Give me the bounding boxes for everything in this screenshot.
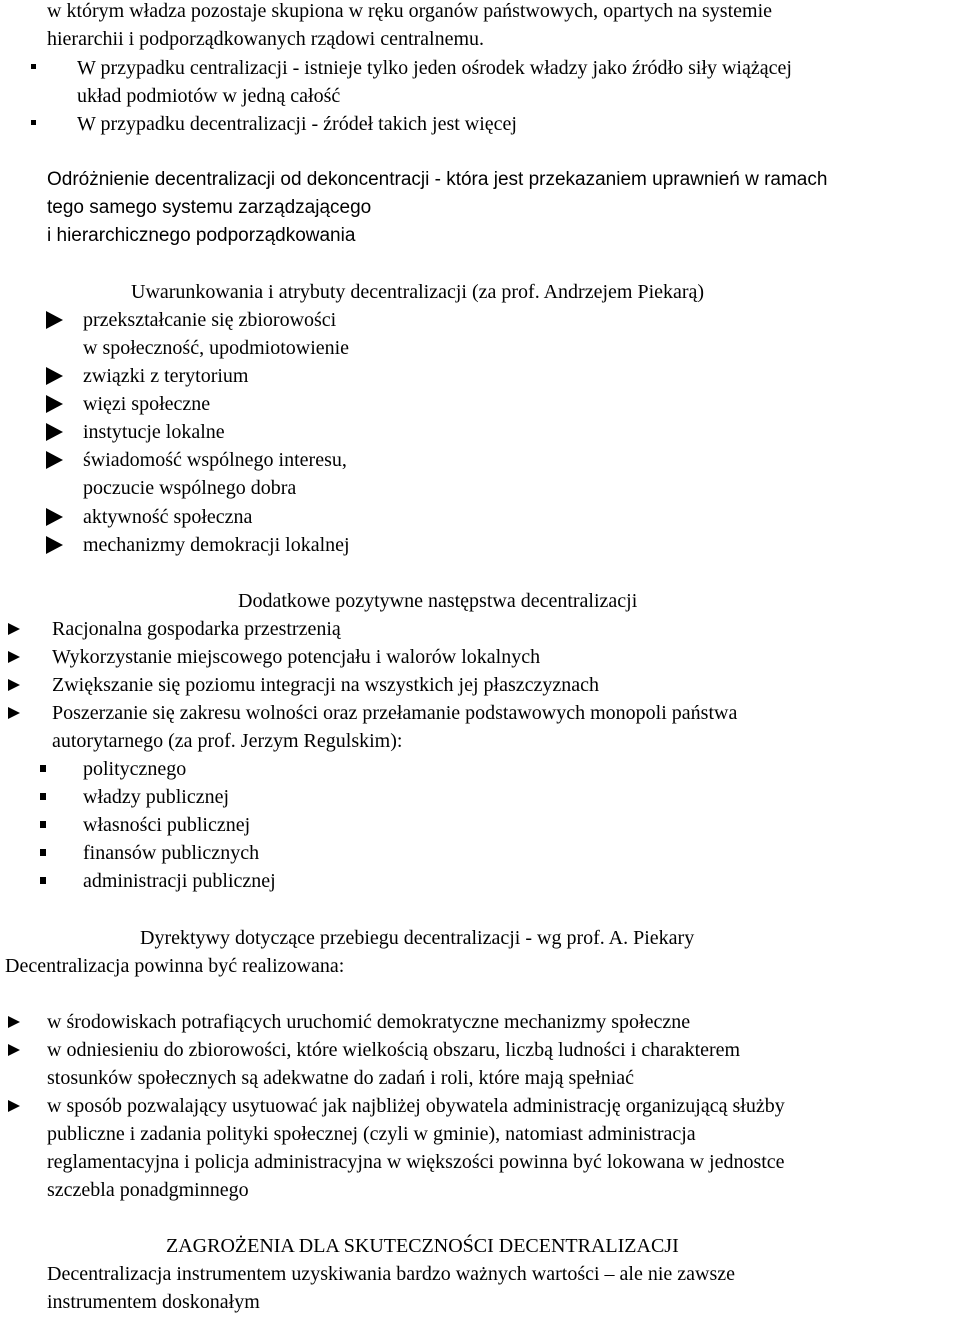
arrow-bullet-icon [46, 311, 63, 329]
arrow-bullet-icon [46, 508, 63, 526]
directives-item: w sposób pozwalający usytuować jak najbliżej obywatela administrację organizującą służby [47, 1095, 785, 1117]
square-bullet-icon [31, 120, 36, 125]
effects-sub-item: władzy publicznej [83, 786, 230, 808]
threats-line: instrumentem doskonałym [47, 1291, 260, 1313]
threats-heading: ZAGROŻENIA DLA SKUTECZNOŚCI DECENTRALIZACJI [166, 1235, 679, 1257]
square-bullet-icon [40, 765, 46, 772]
arrow-bullet-icon [8, 1044, 20, 1056]
intro-line: hierarchii i podporządkowanych rządowi centralnemu. [47, 28, 485, 50]
arrow-bullet-icon [46, 451, 63, 469]
effects-heading: Dodatkowe pozytywne następstwa decentralizacji [238, 590, 638, 612]
effects-item: Poszerzanie się zakresu wolności oraz przełamanie podstawowych monopoli państwa [52, 702, 738, 724]
effects-sub-item: własności publicznej [83, 814, 251, 836]
distinction-line: i hierarchicznego podporządkowania [47, 225, 356, 246]
square-bullet-icon [31, 64, 36, 69]
conditions-item: przekształcanie się zbiorowości [83, 309, 337, 331]
square-bullet-icon [40, 877, 46, 884]
arrow-bullet-icon [8, 707, 20, 719]
directives-item: publiczne i zadania polityki społecznej (czyli w gminie), natomiast administracja [47, 1123, 696, 1145]
directives-intro: Decentralizacja powinna być realizowana: [5, 955, 345, 977]
conditions-heading: Uwarunkowania i atrybuty decentralizacji (za prof. Andrzejem Piekarą) [131, 281, 705, 303]
intro-line: w którym władza pozostaje skupiona w ręku organów państwowych, opartych na systemie [47, 0, 773, 22]
effects-sub-item: finansów publicznych [83, 842, 260, 864]
effects-sub-item: politycznego [83, 758, 187, 780]
conditions-item: aktywność społeczna [83, 506, 253, 528]
directives-item: reglamentacyjna i policja administracyjna w większości powinna być lokowana w jednostce [47, 1151, 785, 1173]
effects-item: Wykorzystanie miejscowego potencjału i walorów lokalnych [52, 646, 541, 668]
square-bullet-icon [40, 821, 46, 828]
intro-bullet-text: W przypadku centralizacji - istnieje tylko jeden ośrodek władzy jako źródło siły wiążącej [77, 57, 792, 79]
arrow-bullet-icon [46, 395, 63, 413]
conditions-item: mechanizmy demokracji lokalnej [83, 534, 350, 556]
threats-line: Decentralizacja instrumentem uzyskiwania bardzo ważnych wartości – ale nie zawsze [47, 1263, 736, 1285]
conditions-item: instytucje lokalne [83, 421, 225, 443]
arrow-bullet-icon [8, 1100, 20, 1112]
effects-sub-item: administracji publicznej [83, 870, 276, 892]
effects-item: Zwiększanie się poziomu integracji na wszystkich jej płaszczyznach [52, 674, 600, 696]
directives-heading: Dyrektywy dotyczące przebiegu decentralizacji - wg prof. A. Piekary [140, 927, 695, 949]
conditions-item: w społeczność, upodmiotowienie [83, 337, 350, 359]
effects-item: Racjonalna gospodarka przestrzenią [52, 618, 341, 640]
conditions-item: związki z terytorium [83, 365, 249, 387]
conditions-item: świadomość wspólnego interesu, [83, 449, 347, 471]
arrow-bullet-icon [8, 623, 20, 635]
directives-item: stosunków społecznych są adekwatne do zadań i roli, które mają spełniać [47, 1067, 635, 1089]
arrow-bullet-icon [46, 367, 63, 385]
square-bullet-icon [40, 793, 46, 800]
directives-item: w środowiskach potrafiących uruchomić demokratyczne mechanizmy społeczne [47, 1011, 691, 1033]
square-bullet-icon [40, 849, 46, 856]
distinction-line: Odróżnienie decentralizacji od dekoncentracji - która jest przekazaniem uprawnień w ramach [47, 169, 828, 190]
conditions-item: więzi społeczne [83, 393, 211, 415]
arrow-bullet-icon [8, 679, 20, 691]
effects-item: autorytarnego (za prof. Jerzym Regulskim): [52, 730, 403, 752]
arrow-bullet-icon [8, 651, 20, 663]
intro-bullet-text: układ podmiotów w jedną całość [77, 85, 341, 107]
conditions-item: poczucie wspólnego dobra [83, 477, 297, 499]
arrow-bullet-icon [8, 1016, 20, 1028]
distinction-line: tego samego systemu zarządzającego [47, 197, 372, 218]
arrow-bullet-icon [46, 536, 63, 554]
directives-item: w odniesieniu do zbiorowości, które wielkością obszaru, liczbą ludności i charakterem [47, 1039, 741, 1061]
directives-item: szczebla ponadgminnego [47, 1179, 249, 1201]
intro-bullet-text: W przypadku decentralizacji - źródeł takich jest więcej [77, 113, 517, 135]
arrow-bullet-icon [46, 423, 63, 441]
